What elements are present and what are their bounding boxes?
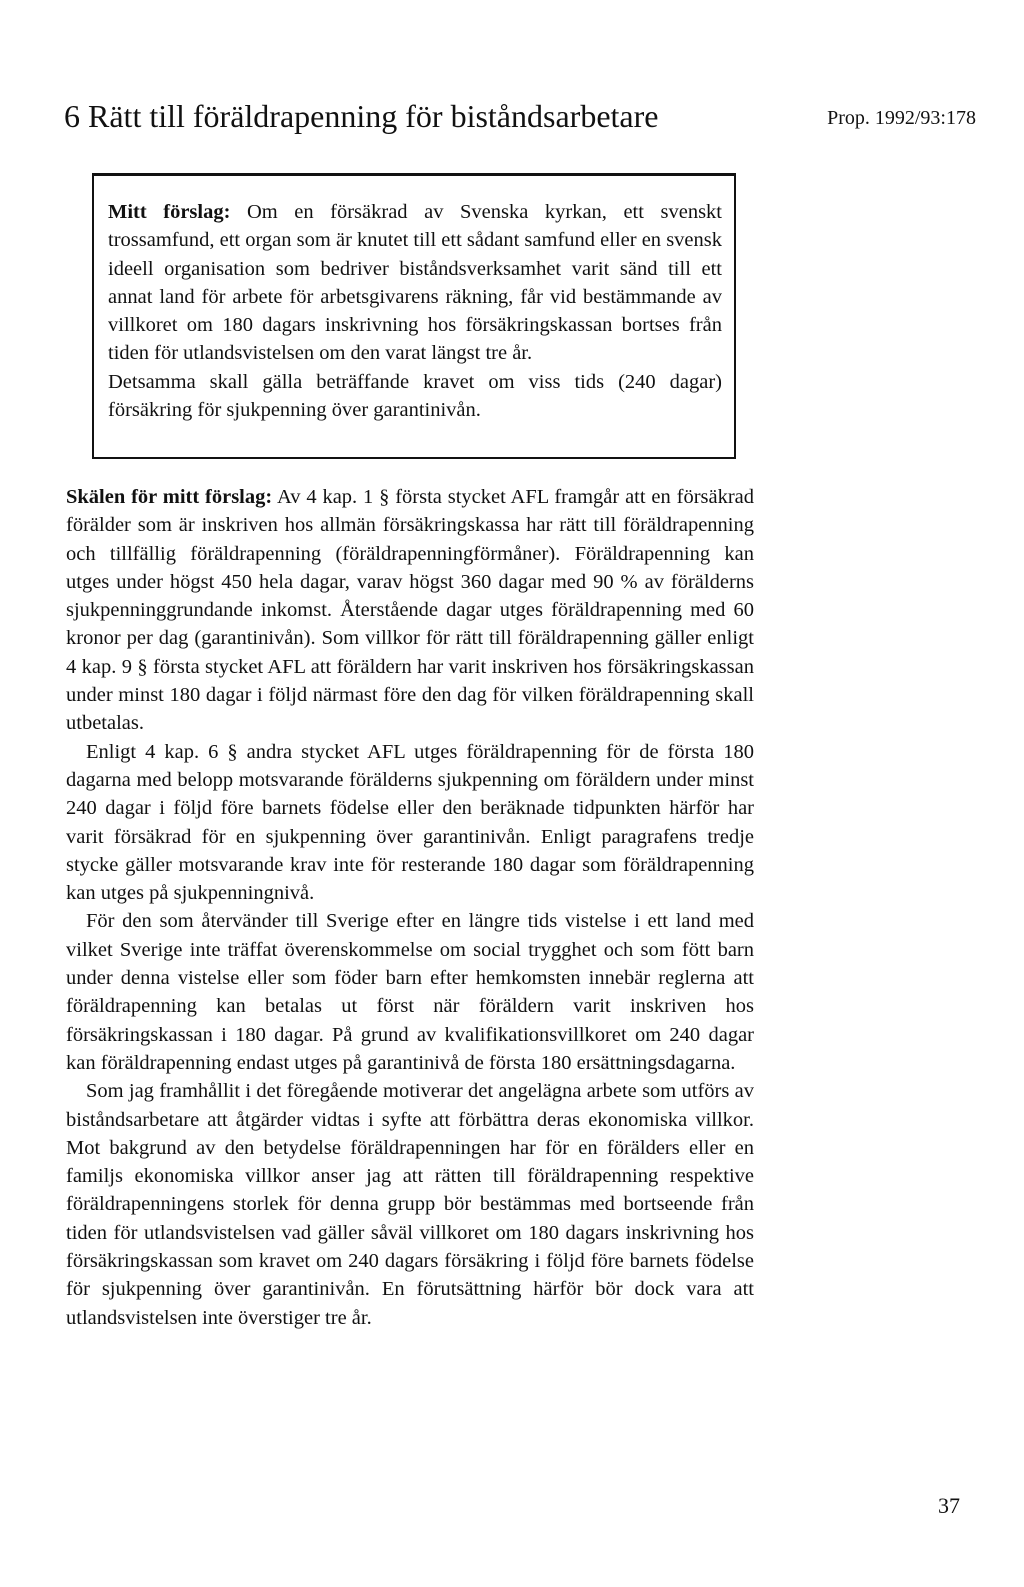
proposal-text: Om en försäkrad av Svenska kyrkan, ett svenskt trossamfund, ett organ som är knutet till ett sådant samfund eller en svensk ideell organisation som bedriver biståndsverksamhet varit sänd till ett annat land för arbete för arbetsgivarens räkning, får vid bestämmande av villkoret om 180 dagars inskrivning hos försäkringskassan bortses från tiden för utlandsvistelsen om den varat längst tre år. (108, 201, 722, 365)
reasons-paragraph-2: Enligt 4 kap. 6 § andra stycket AFL utges föräldrapenning för de första 180 dagarna med belopp motsvarande förälderns sjukpenning om föräldern under minst 240 dagar i följd före barnets födelse eller den beräknade tidpunkten härför har varit försäkrad för en sjukpenning över garantinivån. Enligt paragrafens tredje stycke gäller motsvarande krav inte för resterande 180 dagar som föräldrapenning kan utges på sjukpenningnivå. (66, 740, 754, 905)
reasons-paragraph-1 (66, 483, 754, 738)
proposal-paragraph-2: Detsamma skall gälla beträffande kravet om viss tids (240 dagar) försäkring för sjukpenning över garantinivån. (108, 370, 722, 422)
reasons-section (66, 483, 754, 1332)
reasons-text-1: Av 4 kap. 1 § första stycket AFL framgår att en försäkrad förälder som är inskriven hos allmän försäkringskassa har rätt till föräldrapenning och tillfällig föräldrapenning (föräldrapenningförmåner). Föräldrapenning kan utges under högst 450 hela dagar, varav högst 360 dagar med 90 % av förälderns sjukpenninggrundande inkomst. Återstående dagar utges föräldrapenning med 60 kronor per dag (garantinivån). Som villkor för rätt till föräldrapenning gäller enligt 4 kap. 9 § första stycket AFL att föräldern har varit inskriven hos försäkringskassan under minst 180 dagar i följd närmast före den dag för vilken föräldrapenning skall utbetalas. (66, 486, 755, 735)
page-number: 37 (938, 1493, 960, 1518)
chapter-title: 6 Rätt till föräldrapenning för biståndsarbetare (64, 98, 659, 134)
proposal-paragraph (108, 198, 722, 368)
reasons-lead: Skälen för mitt förslag: (66, 486, 273, 508)
proposal-lead: Mitt förslag: (108, 201, 231, 223)
proposal-box (92, 173, 736, 459)
page-header (64, 96, 984, 140)
proposition-reference: Prop. 1992/93:178 (827, 107, 976, 129)
reasons-paragraph-4: Som jag framhållit i det föregående motiverar det angelägna arbete som utförs av biståndsarbetare att åtgärder vidtas i syfte att förbättra deras ekonomiska villkor. Mot bakgrund av den betydelse föräldrapenningen har för en förälders eller en familjs ekonomiska villkor anser jag att rätten till föräldrapenning respektive föräldrapenningens storlek för denna grupp bör bestämmas med bortseende från tiden för utlandsvistelsen vad gäller såväl villkoret om 180 dagars inskrivning hos försäkringskassan som kravet om 240 dagars försäkring i följd före barnets födelse för sjukpenning över garantinivån. En förutsättning härför bör dock vara att utlandsvistelsen inte överstiger tre år. (66, 1080, 754, 1329)
reasons-paragraph-3: För den som återvänder till Sverige efter en längre tids vistelse i ett land med vilket Sverige inte träffat överenskommelse om social trygghet och som fött barn under denna vistelse eller som föder barn efter hemkomsten innebär reglerna att föräldrapenning kan betalas ut först när föräldern varit inskriven hos försäkringskassan i 180 dagar. På grund av kvalifikationsvillkoret om 240 dagar kan föräldrapenning endast utges på garantinivå de första 180 ersättningsdagarna. (66, 910, 754, 1074)
